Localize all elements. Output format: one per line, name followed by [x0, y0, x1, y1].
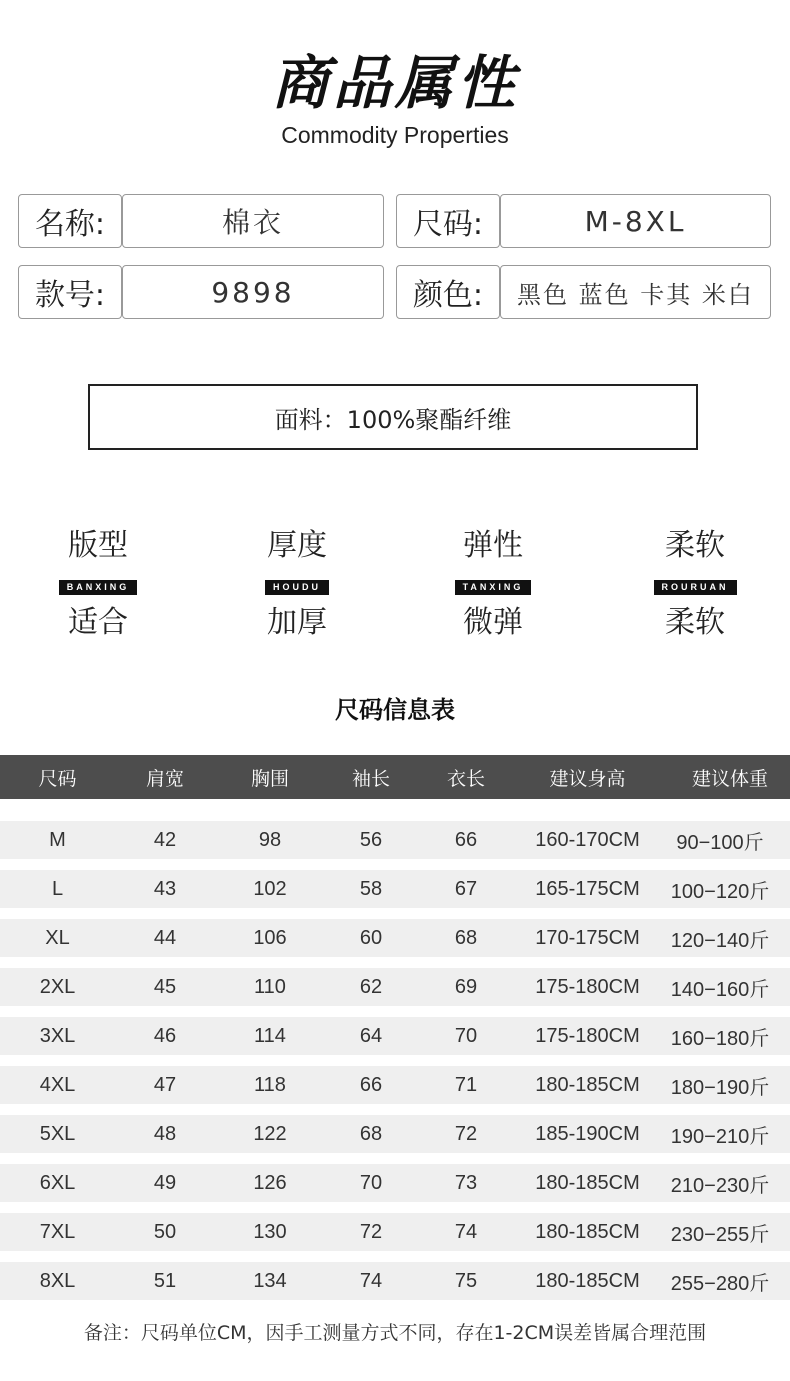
cell-sleeve: 60: [359, 926, 383, 949]
cell-chest: 106: [253, 926, 287, 949]
table-row: [0, 821, 790, 859]
cell-shoulder: 51: [153, 1269, 177, 1292]
size-label-box: [396, 194, 500, 248]
cell-shoulder: 45: [153, 975, 177, 998]
cell-shoulder: 43: [153, 877, 177, 900]
attribute-value: 适合: [68, 605, 128, 640]
size-table-header: [0, 755, 790, 799]
color-label-box: [396, 265, 500, 319]
name-label-box: [18, 194, 122, 248]
cell-height: 175-180CM: [535, 975, 640, 998]
table-row: [0, 1213, 790, 1251]
style-value: 9898: [211, 275, 295, 309]
cell-height: 160-170CM: [535, 828, 640, 851]
color-value: 黑色 蓝色 卡其 米白: [517, 280, 754, 309]
size-value: M-8XL: [584, 204, 687, 238]
table-row: [0, 1262, 790, 1300]
cell-shoulder: 49: [153, 1171, 177, 1194]
fabric-box: [88, 384, 698, 450]
attribute-name: 弹性: [463, 528, 523, 563]
cell-shoulder: 48: [153, 1122, 177, 1145]
cell-chest: 102: [253, 877, 287, 900]
attribute-softness: [615, 526, 775, 643]
attribute-thickness: [217, 526, 377, 643]
cell-chest: 134: [253, 1269, 287, 1292]
cell-shoulder: 44: [153, 926, 177, 949]
cell-sleeve: 56: [359, 828, 383, 851]
cell-size: M: [49, 828, 66, 851]
cell-shoulder: 50: [153, 1220, 177, 1243]
cell-size: XL: [45, 926, 70, 949]
header-size: 尺码: [38, 767, 77, 790]
cell-chest: 114: [254, 1024, 286, 1047]
footnote: 备注：尺码单位CM，因手工测量方式不同，存在1-2CM误差皆属合理范围: [83, 1322, 707, 1344]
cell-weight: 210−230斤: [670, 1174, 770, 1197]
attribute-badge: BANXING: [59, 580, 138, 595]
table-row: [0, 1017, 790, 1055]
name-label: 名称:: [34, 207, 106, 242]
cell-shoulder: 46: [153, 1024, 177, 1047]
cell-size: 2XL: [39, 975, 76, 998]
cell-weight: 120−140斤: [670, 929, 770, 952]
size-table-title: 尺码信息表: [335, 696, 455, 724]
cell-height: 180-185CM: [535, 1171, 640, 1194]
cell-sleeve: 62: [359, 975, 383, 998]
cell-weight: 90−100斤: [676, 831, 764, 854]
cell-sleeve: 58: [359, 877, 383, 900]
cell-length: 71: [454, 1073, 478, 1096]
header-length: 衣长: [446, 767, 485, 790]
cell-sleeve: 68: [359, 1122, 383, 1145]
table-row: [0, 1066, 790, 1104]
attribute-name: 厚度: [267, 528, 327, 563]
table-row: [0, 870, 790, 908]
cell-height: 170-175CM: [535, 926, 640, 949]
cell-height: 185-190CM: [535, 1122, 640, 1145]
cell-sleeve: 66: [359, 1073, 383, 1096]
cell-shoulder: 47: [153, 1073, 177, 1096]
header-height: 建议身高: [549, 767, 626, 790]
cell-weight: 255−280斤: [670, 1272, 770, 1295]
cell-weight: 100−120斤: [670, 880, 770, 903]
attribute-value: 柔软: [665, 605, 725, 640]
style-label-box: [18, 265, 122, 319]
cell-height: 175-180CM: [535, 1024, 640, 1047]
cell-size: 7XL: [39, 1220, 76, 1243]
attribute-fit: [18, 526, 178, 643]
header-shoulder: 肩宽: [145, 767, 184, 790]
style-value-box: [122, 265, 384, 319]
cell-weight: 230−255斤: [670, 1223, 770, 1246]
cell-size: 3XL: [39, 1024, 76, 1047]
attribute-name: 版型: [68, 528, 128, 563]
table-row: [0, 968, 790, 1006]
attribute-value: 加厚: [267, 605, 327, 640]
cell-chest: 118: [254, 1073, 286, 1096]
cell-length: 66: [454, 828, 478, 851]
cell-chest: 110: [254, 975, 286, 998]
attribute-badge: TANXING: [455, 580, 532, 595]
cell-weight: 180−190斤: [670, 1076, 770, 1099]
header-chest: 胸围: [250, 767, 289, 790]
cell-sleeve: 64: [359, 1024, 383, 1047]
cell-size: 4XL: [39, 1073, 76, 1096]
attribute-value: 微弹: [463, 605, 523, 640]
cell-weight: 190−210斤: [670, 1125, 770, 1148]
attribute-name: 柔软: [665, 528, 725, 563]
attribute-badge: ROURUAN: [654, 580, 737, 595]
cell-length: 68: [454, 926, 478, 949]
cell-size: 6XL: [39, 1171, 76, 1194]
style-label: 款号:: [34, 278, 106, 313]
cell-length: 75: [454, 1269, 478, 1292]
table-row: [0, 1115, 790, 1153]
table-row: [0, 919, 790, 957]
cell-height: 180-185CM: [535, 1269, 640, 1292]
page-subtitle: Commodity Properties: [281, 122, 509, 148]
name-value-box: [122, 194, 384, 248]
page-title: 商品属性: [270, 49, 519, 117]
cell-size: L: [51, 877, 64, 900]
cell-sleeve: 74: [359, 1269, 383, 1292]
cell-length: 73: [454, 1171, 478, 1194]
cell-sleeve: 70: [359, 1171, 383, 1194]
cell-length: 67: [454, 877, 478, 900]
table-row: [0, 1164, 790, 1202]
cell-chest: 130: [253, 1220, 287, 1243]
cell-height: 180-185CM: [535, 1073, 640, 1096]
header-weight: 建议体重: [691, 767, 768, 790]
cell-size: 5XL: [39, 1122, 76, 1145]
cell-sleeve: 72: [359, 1220, 383, 1243]
color-label: 颜色:: [412, 278, 484, 313]
cell-length: 70: [454, 1024, 478, 1047]
cell-shoulder: 42: [153, 828, 177, 851]
color-value-box: [500, 265, 771, 319]
cell-size: 8XL: [39, 1269, 76, 1292]
size-label: 尺码:: [412, 207, 484, 242]
cell-weight: 160−180斤: [670, 1027, 770, 1050]
attribute-badge: HOUDU: [265, 580, 329, 595]
name-value: 棉衣: [221, 206, 284, 239]
fabric-text: 面料：100%聚酯纤维: [274, 405, 512, 434]
cell-length: 74: [454, 1220, 478, 1243]
cell-chest: 98: [258, 828, 282, 851]
cell-weight: 140−160斤: [670, 978, 770, 1001]
cell-length: 69: [454, 975, 478, 998]
cell-height: 180-185CM: [535, 1220, 640, 1243]
attribute-elasticity: [413, 526, 573, 643]
header-sleeve: 袖长: [351, 767, 390, 790]
size-value-box: [500, 194, 771, 248]
cell-height: 165-175CM: [535, 877, 640, 900]
cell-length: 72: [454, 1122, 478, 1145]
cell-chest: 126: [253, 1171, 287, 1194]
cell-chest: 122: [253, 1122, 287, 1145]
